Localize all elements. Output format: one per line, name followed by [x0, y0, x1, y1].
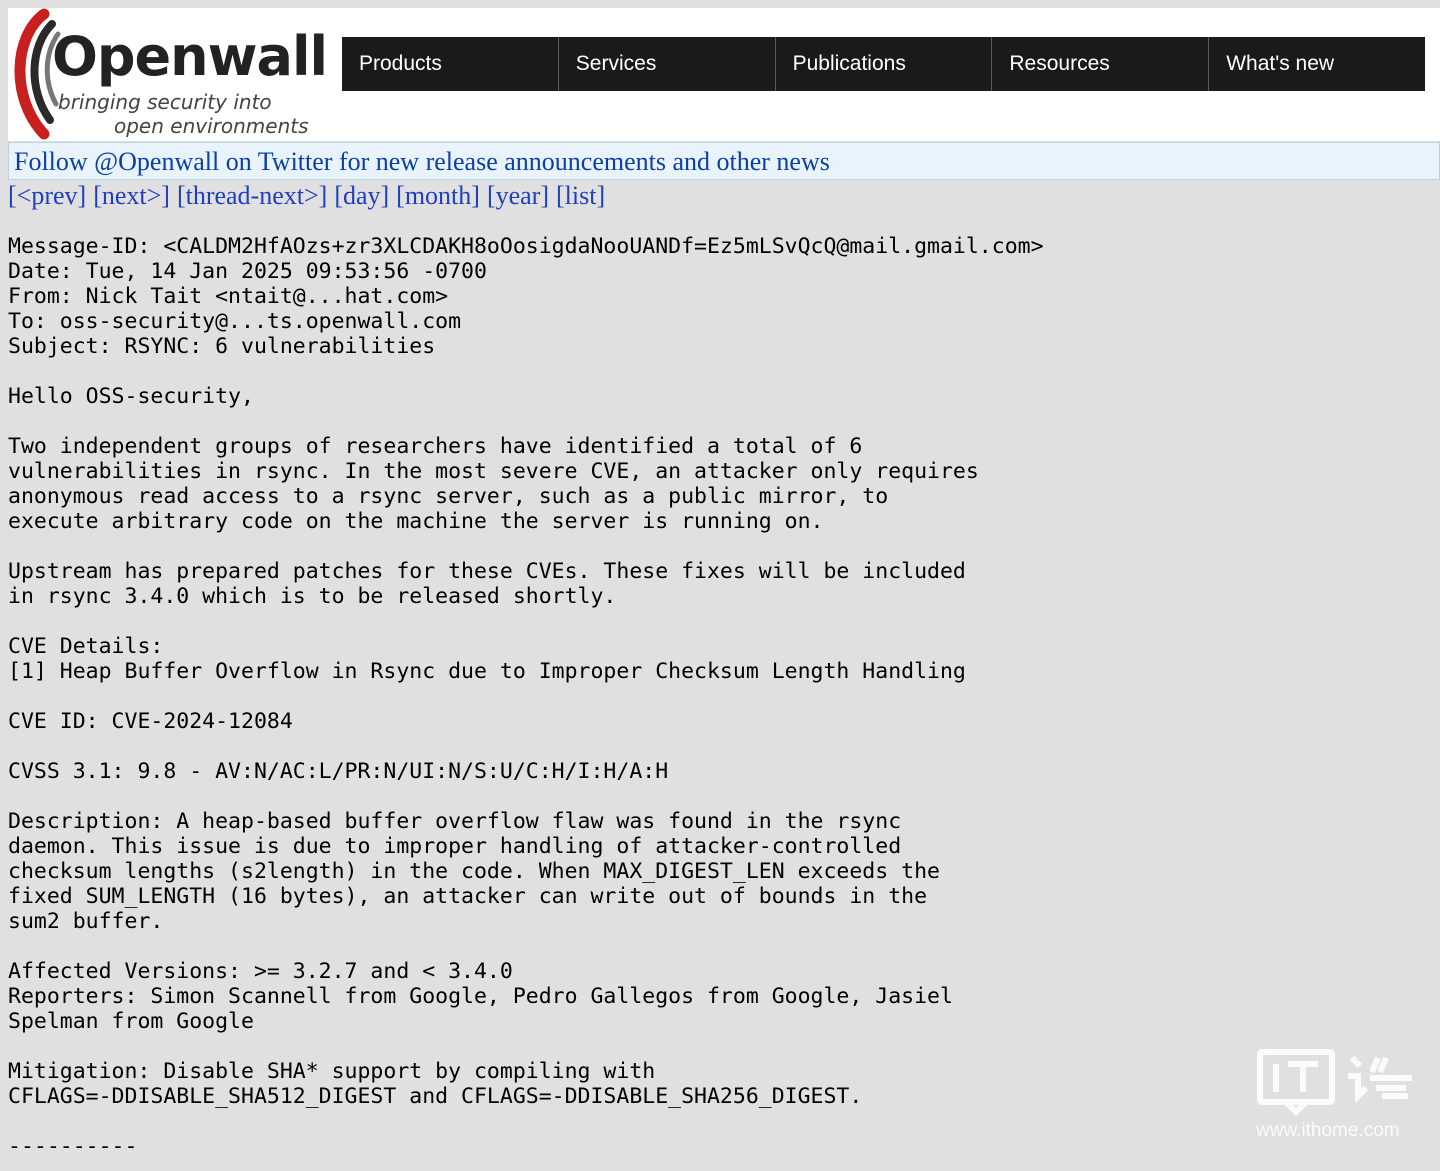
watermark-url: www.ithome.com [1256, 1120, 1400, 1141]
year-link[interactable]: [year] [486, 181, 549, 210]
main-nav [342, 37, 1425, 91]
ithome-logo-icon [1256, 1048, 1426, 1120]
logo-wordmark: Openwall [52, 25, 327, 88]
nav-publications[interactable]: Publications [775, 37, 992, 91]
nav-whats-new[interactable]: What's new [1208, 37, 1425, 91]
nav-resources[interactable]: Resources [991, 37, 1208, 91]
ithome-watermark [1256, 1048, 1426, 1148]
site-header [8, 8, 1440, 141]
twitter-banner [8, 142, 1440, 180]
next-link[interactable]: [next>] [93, 181, 170, 210]
thread-navigation [8, 181, 612, 211]
message-body: Message-ID: <CALDM2HfAOzs+zr3XLCDAKH8oOosigdaNooUANDf=Ez5mLSvQcQ@mail.gmail.com> Date: Tue, 14 Jan 2025 09:53:56 -0700 From: Nick Tait <ntait@...hat.com> To: oss-security@...ts.openwall.com Subject: RSYNC: 6 vulnerabilities Hello OSS-security, Two independent groups of researchers have identified a total of 6 vulnerabilities in rsync. In the most severe CVE, an attacker only requires anonymous read access to a rsync server, such as a public mirror, to execute arbitrary code on the machine the server is running on. Upstream has prepared patches for these CVEs. These fixes will be included in rsync 3.4.0 which is to be released shortly. CVE Details: [1] Heap Buffer Overflow in Rsync due to Improper Checksum Length Handling CVE ID: CVE-2024-12084 CVSS 3.1: 9.8 - AV:N/AC:L/PR:N/UI:N/S:U/C:H/I:H/A:H Description: A heap-based buffer overflow flaw was found in the rsync daemon. This issue is due to improper handling of attacker-controlled checksum lengths (s2length) in the code. When MAX_DIGEST_LEN exceeds the fixed SUM_LENGTH (16 bytes), an attacker can write out of bounds in the sum2 buffer. Affected Versions: >= 3.2.7 and < 3.4.0 Reporters: Simon Scannell from Google, Pedro Gallegos from Google, Jasiel Spelman from Google Mitigation: Disable SHA* support by compiling with CFLAGS=-DDISABLE_SHA512_DIGEST and CFLAGS=-DDISABLE_SHA256_DIGEST. ---------- [8, 234, 1044, 1159]
month-link[interactable]: [month] [396, 181, 480, 210]
prev-link[interactable]: [<prev] [8, 181, 87, 210]
logo-tagline-continued: open environments [114, 114, 309, 138]
logo-tagline: bringing security into [58, 90, 272, 114]
nav-services[interactable]: Services [558, 37, 775, 91]
list-link[interactable]: [list] [556, 181, 606, 210]
openwall-logo[interactable] [8, 8, 328, 141]
day-link[interactable]: [day] [334, 181, 390, 210]
thread-next-link[interactable]: [thread-next>] [176, 181, 328, 210]
twitter-follow-link[interactable]: Follow @Openwall on Twitter for new release announcements and other news [14, 147, 830, 176]
nav-products[interactable]: Products [359, 52, 442, 75]
